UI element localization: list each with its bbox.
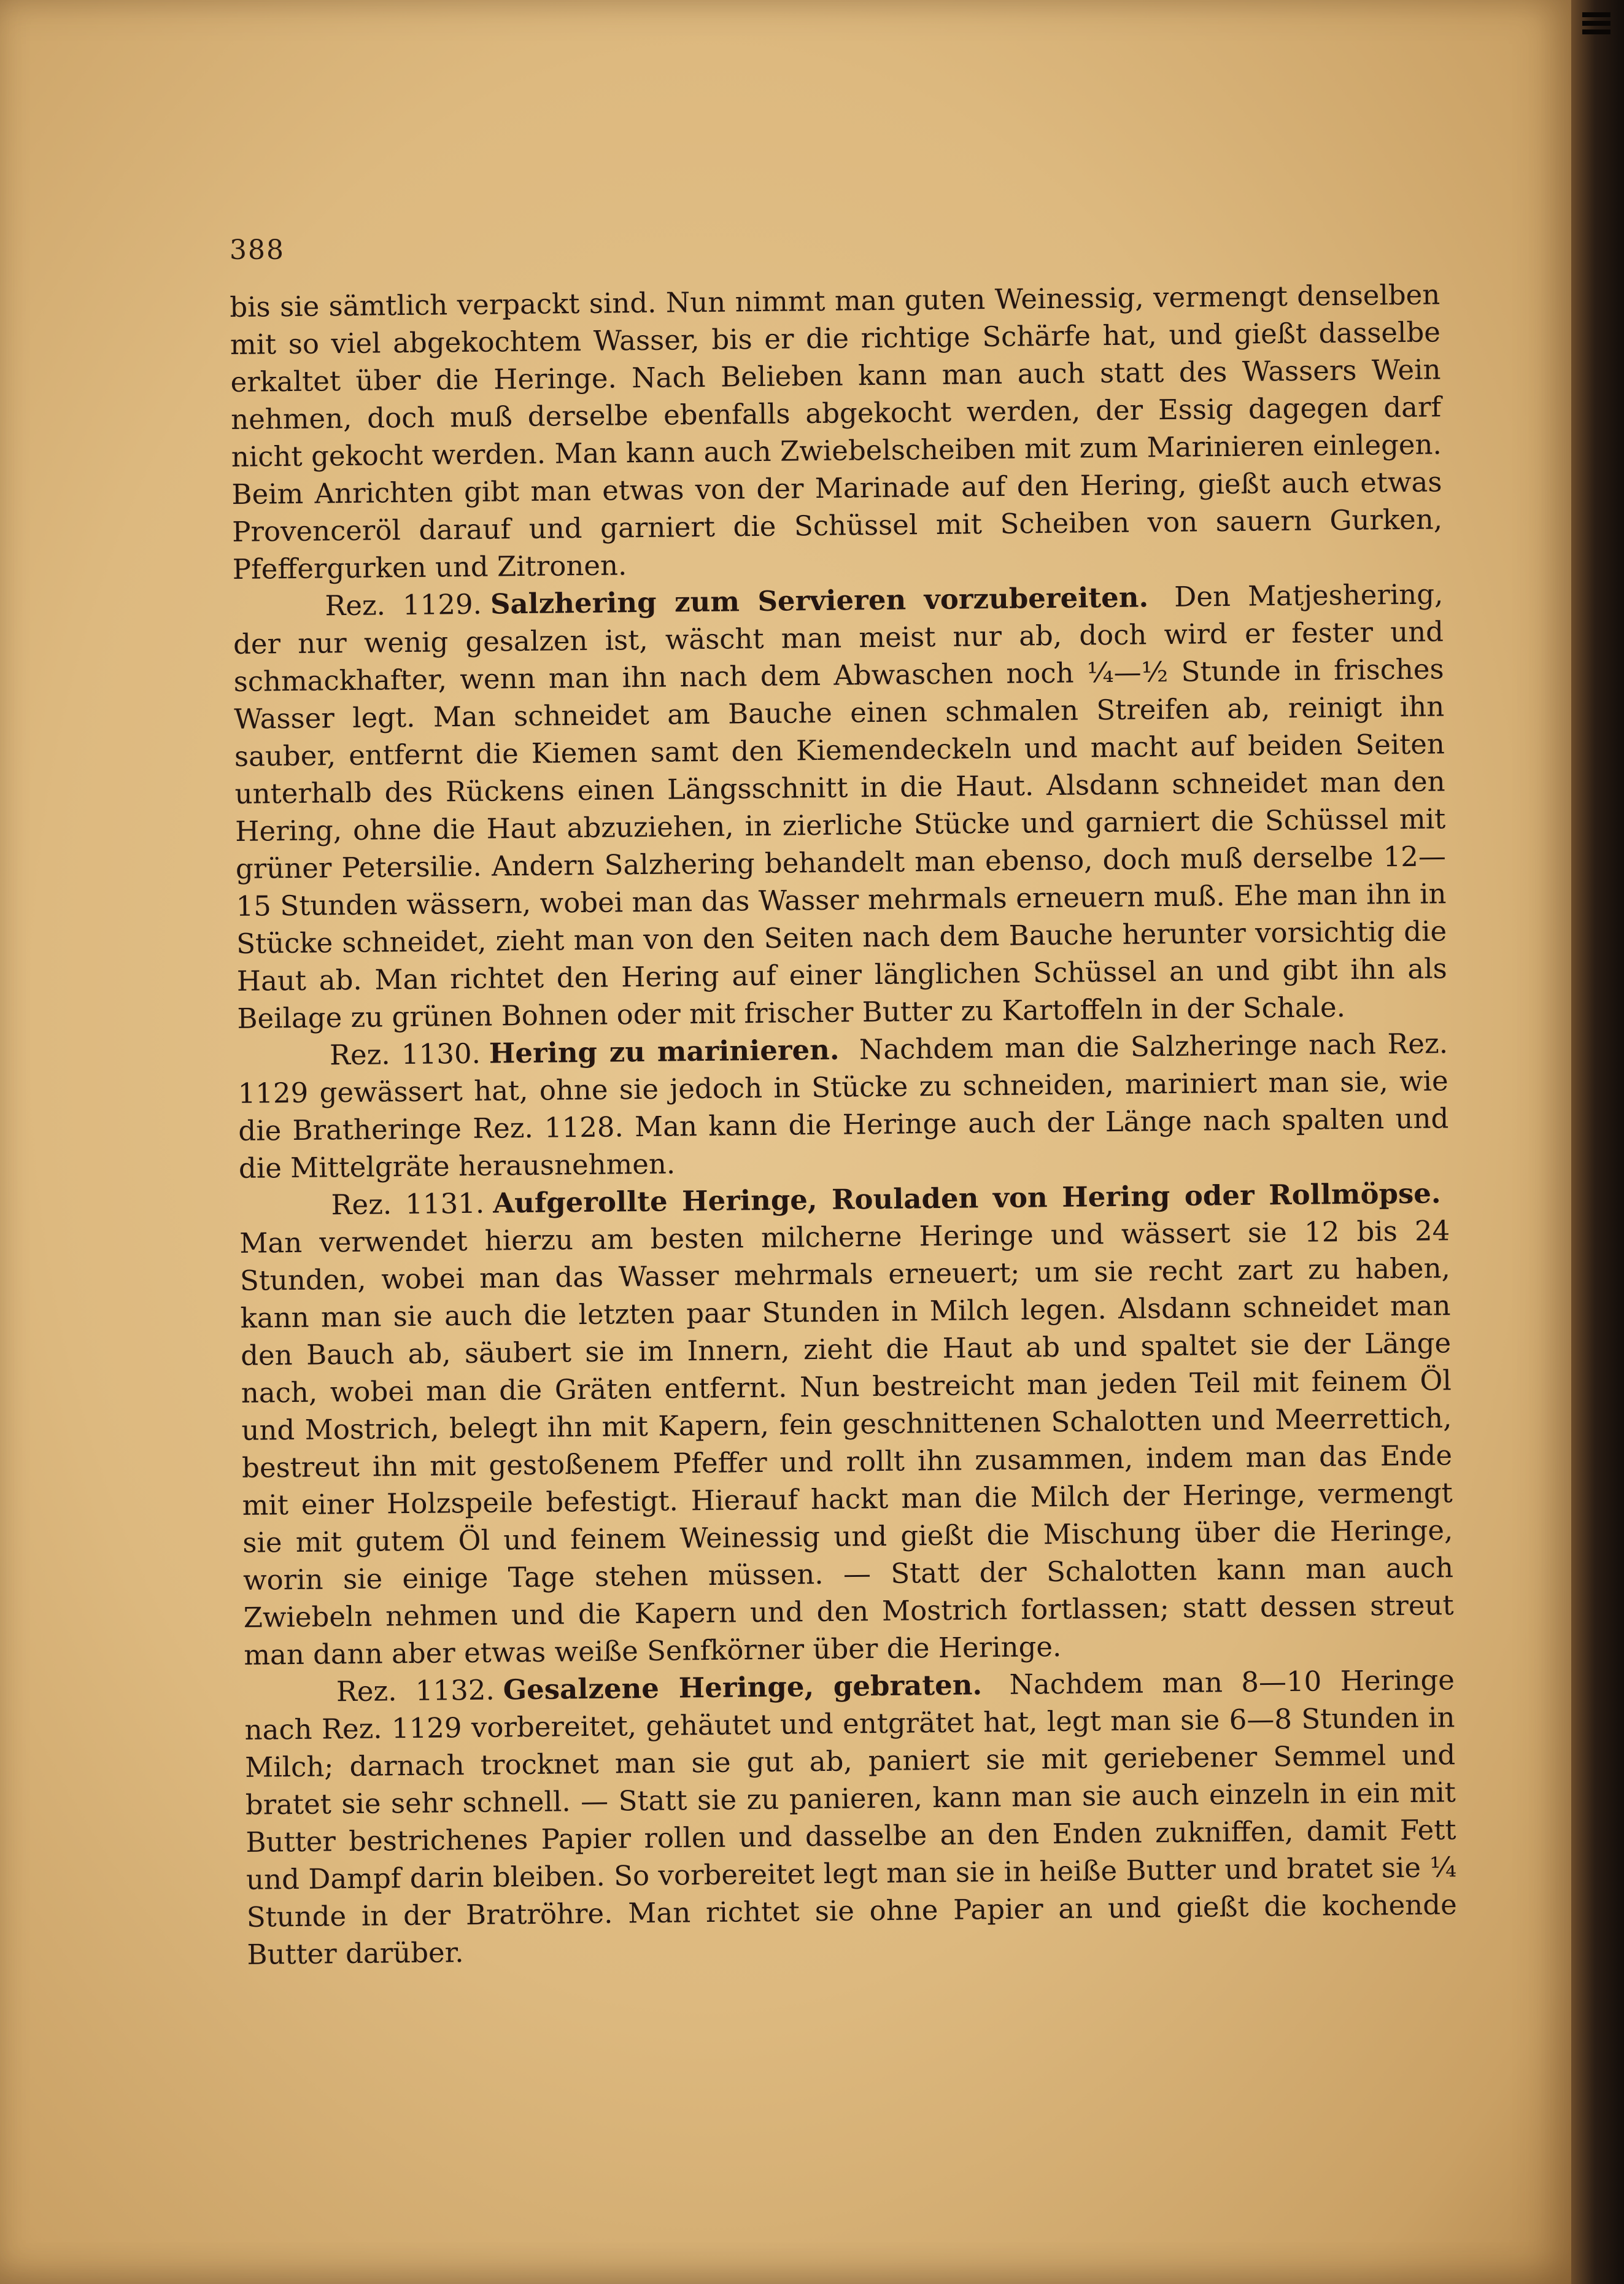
- recipe-text: Nachdem man 8—10 Heringe nach Rez. 1129 vorbereitet, gehäutet und entgrätet hat, legt man sie 6—8 Stunden in Milch; darnach trocknet man sie gut ab, paniert sie mit geriebener Semmel und bratet sie sehr schnell. — Statt sie zu panieren, kann man sie auch einzeln in ein mit Butter bestrichenes Papier rollen und dasselbe an den Enden zukniffen, damit Fett und Dampf darin bleiben. So vorbereitet legt man sie in heiße Butter und bratet sie ¼ Stunde in der Bratröhre. Man richtet sie ohne Papier an und gießt die kochende Butter darüber.: [244, 1663, 1457, 1971]
- binding-band: [1582, 29, 1610, 34]
- recipe-number: Rez. 1132.: [336, 1673, 495, 1708]
- binding-band: [1582, 21, 1610, 26]
- recipe-number: Rez. 1130.: [329, 1037, 481, 1072]
- page-content: [230, 276, 1458, 1973]
- recipe-number: Rez. 1131.: [331, 1187, 485, 1221]
- recipe-text: Den Matjeshering, der nur wenig gesalzen ist, wäscht man meist nur ab, doch wird er fester und schmackhafter, wenn man ihn nach dem Abwaschen noch ¼—½ Stunde in frisches Wasser legt. Man schneidet am Bauche einen schmalen Streifen ab, reinigt ihn sauber, entfernt die Kiemen samt den Kiemendeckeln und macht auf beiden Seiten unterhalb des Rückens einen Längsschnitt in die Haut. Alsdann schneidet man den Hering, ohne die Haut abzuziehen, in zierliche Stücke und garniert die Schüssel mit grüner Petersilie. Andern Salzhering behandelt man ebenso, doch muß derselbe 12—15 Stunden wässern, wobei man das Wasser mehrmals erneuern muß. Ehe man ihn in Stücke schneidet, zieht man von den Seiten nach dem Bauche herunter vorsichtig die Haut ab. Man richtet den Hering auf einer länglichen Schüssel an und gibt ihn als Beilage zu grünen Bohnen oder mit frischer Butter zu Kartoffeln in der Schale.: [233, 578, 1447, 1035]
- recipe-title: Gesalzene Heringe, gebraten.: [503, 1668, 983, 1706]
- intro-paragraph: bis sie sämtlich verpackt sind. Nun nimmt man guten Weinessig, vermengt denselben mit so viel abgekochtem Wasser, bis er die richtige Schärfe hat, und gießt dasselbe erkaltet über die Heringe. Nach Belieben kann man auch statt des Wassers Wein nehmen, doch muß derselbe ebenfalls abgekocht werden, der Essig dagegen darf nicht gekocht werden. Man kann auch Zwiebelscheiben mit zum Marinieren einlegen. Beim Anrichten gibt man etwas von der Marinade auf den Hering, gießt auch etwas Provenceröl darauf und garniert die Schüssel mit Scheiben von sauern Gurken, Pfeffergurken und Zitronen.: [230, 278, 1443, 586]
- recipe-1129: [233, 575, 1448, 1037]
- recipe-title: Hering zu marinieren.: [489, 1033, 840, 1070]
- recipe-text: Nachdem man die Salzheringe nach Rez. 1129 gewässert hat, ohne sie jedoch in Stücke zu schneiden, mariniert man sie, wie die Bratheringe Rez. 1128. Man kann die Heringe auch der Länge nach spalten und die Mittelgräte herausnehmen.: [238, 1027, 1449, 1185]
- recipe-title: Salzhering zum Servieren vorzubereiten.: [490, 581, 1149, 621]
- recipe-1131: [239, 1174, 1454, 1674]
- recipe-1130: [238, 1024, 1449, 1187]
- recipe-1132: [244, 1661, 1458, 1973]
- page-number: 388: [230, 234, 285, 266]
- binding-band: [1582, 12, 1610, 17]
- book-gutter: [1571, 0, 1624, 2284]
- recipe-title: Aufgerollte Heringe, Rouladen von Hering oder Rollmöpse.: [492, 1177, 1441, 1220]
- recipe-text: Man verwendet hierzu am besten milcherne Heringe und wässert sie 12 bis 24 Stunden, wobei man das Wasser mehrmals erneuert; um sie recht zart zu haben, kann man sie auch die letzten paar Stunden in Milch legen. Alsdann schneidet man den Bauch ab, säubert sie im Innern, zieht die Haut ab und spaltet sie der Länge nach, wobei man die Gräten entfernt. Nun bestreicht man jeden Teil mit feinem Öl und Mostrich, belegt ihn mit Kapern, fein geschnittenen Schalotten und Meerrettich, bestreut ihn mit gestoßenem Pfeffer und rollt ihn zusammen, indem man das Ende mit einer Holzspeile befestigt. Hierauf hackt man die Milch der Heringe, vermengt sie mit gutem Öl und feinem Weinessig und gießt die Mischung über die Heringe, worin sie einige Tage stehen müssen. — Statt der Schalotten kann man auch Zwiebeln nehmen und die Kapern und den Mostrich fortlassen; statt dessen streut man dann aber etwas weiße Senfkörner über die Heringe.: [239, 1214, 1454, 1671]
- recipe-number: Rez. 1129.: [325, 587, 482, 622]
